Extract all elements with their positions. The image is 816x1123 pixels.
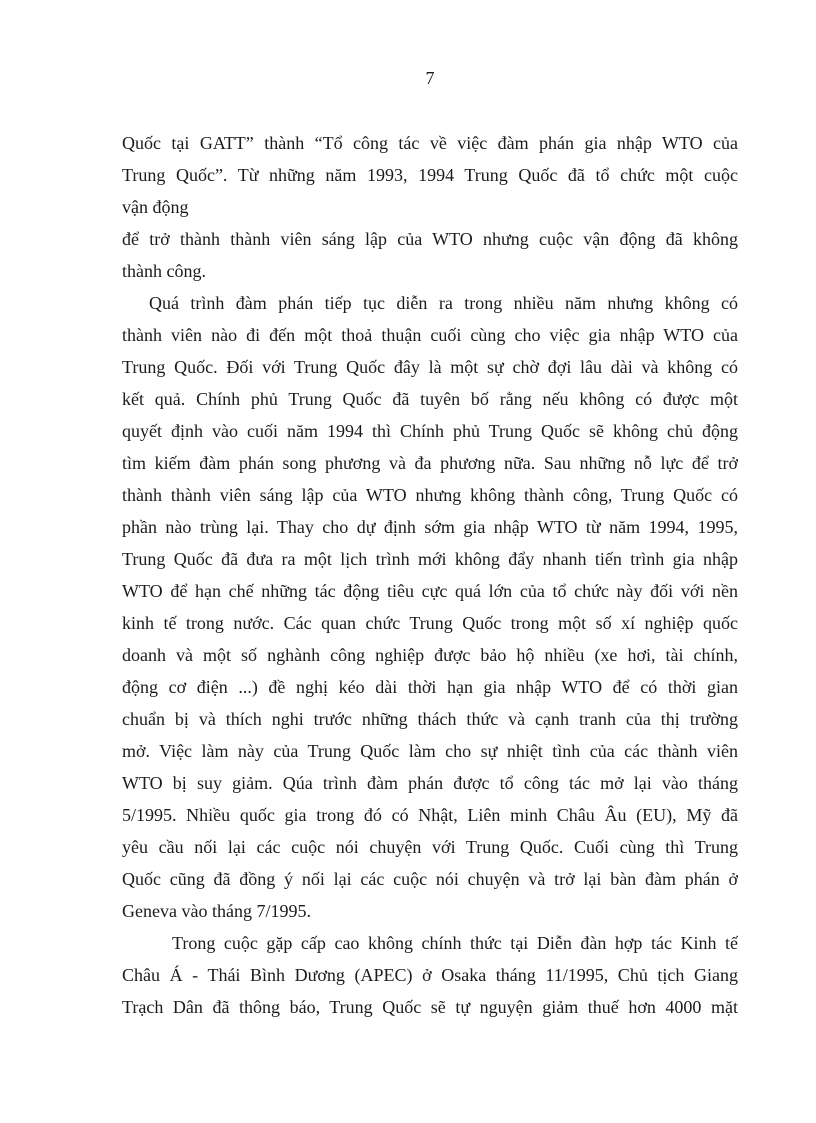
text-line: để trở thành thành viên sáng lập của WTO nhưng cuộc vận động đã không (122, 229, 738, 249)
text-line: WTO để hạn chế những tác động tiêu cực quá lớn của tổ chức này đối với nền (122, 581, 738, 601)
text-line: Châu Á - Thái Bình Dương (APEC) ở Osaka tháng 11/1995, Chủ tịch Giang (122, 965, 738, 985)
page-number: 7 (425, 68, 435, 88)
text-line: thành thành viên sáng lập của WTO nhưng không thành công, Trung Quốc có (122, 485, 738, 505)
text-line: Quốc cũng đã đồng ý nối lại các cuộc nói chuyện và trở lại bàn đàm phán ở (122, 869, 738, 889)
text-line: thành công. (122, 261, 206, 281)
text-line: kết quả. Chính phủ Trung Quốc đã tuyên bố rằng nếu không có được một (122, 389, 738, 409)
text-line: Trung Quốc đã đưa ra một lịch trình mới không đẩy nhanh tiến trình gia nhập (122, 549, 738, 569)
text-line: kinh tế trong nước. Các quan chức Trung Quốc trong một số xí nghiệp quốc (122, 613, 738, 633)
paragraph (122, 223, 738, 287)
text-line: Trung Quốc. Đối với Trung Quốc đây là một sự chờ đợi lâu dài và không có (122, 357, 738, 377)
text-line: vận động (122, 197, 189, 217)
text-line: phần nào trùng lại. Thay cho dự định sớm gia nhập WTO từ năm 1994, 1995, (122, 517, 738, 537)
text-line: yêu cầu nối lại các cuộc nói chuyện với Trung Quốc. Cuối cùng thì Trung (122, 837, 738, 857)
text-line: Trạch Dân đã thông báo, Trung Quốc sẽ tự nguyện giảm thuế hơn 4000 mặt (122, 997, 738, 1017)
text-line: Quá trình đàm phán tiếp tục diễn ra trong nhiều năm nhưng không có (149, 293, 738, 313)
text-line: Quốc tại GATT” thành “Tổ công tác về việc đàm phán gia nhập WTO của (122, 133, 738, 153)
text-line: động cơ điện ...) đề nghị kéo dài thời hạn gia nhập WTO để có thời gian (122, 677, 738, 697)
paragraph (122, 287, 738, 927)
text-line: mở. Việc làm này của Trung Quốc làm cho sự nhiệt tình của các thành viên (122, 741, 738, 761)
text-line: chuẩn bị và thích nghi trước những thách thức và cạnh tranh của thị trường (122, 709, 738, 729)
text-line: Trung Quốc”. Từ những năm 1993, 1994 Trung Quốc đã tổ chức một cuộc (122, 165, 738, 185)
text-line: Geneva vào tháng 7/1995. (122, 901, 311, 921)
text-line: doanh và một số nghành công nghiệp được bảo hộ nhiều (xe hơi, tài chính, (122, 645, 738, 665)
text-line: 5/1995. Nhiều quốc gia trong đó có Nhật, Liên minh Châu Âu (EU), Mỹ đã (122, 805, 738, 825)
text-line: Trong cuộc gặp cấp cao không chính thức tại Diễn đàn hợp tác Kinh tế (172, 933, 738, 953)
text-line: WTO bị suy giảm. Qúa trình đàm phán được tổ công tác mở lại vào tháng (122, 773, 738, 793)
paragraph (122, 927, 738, 1023)
text-line: quyết định vào cuối năm 1994 thì Chính phủ Trung Quốc sẽ không chủ động (122, 421, 738, 441)
document-body (122, 127, 738, 1023)
text-line: thành viên nào đi đến một thoả thuận cuối cùng cho việc gia nhập WTO của (122, 325, 738, 345)
text-line: tìm kiếm đàm phán song phương và đa phương nữa. Sau những nỗ lực để trở (122, 453, 738, 473)
paragraph (122, 127, 738, 223)
